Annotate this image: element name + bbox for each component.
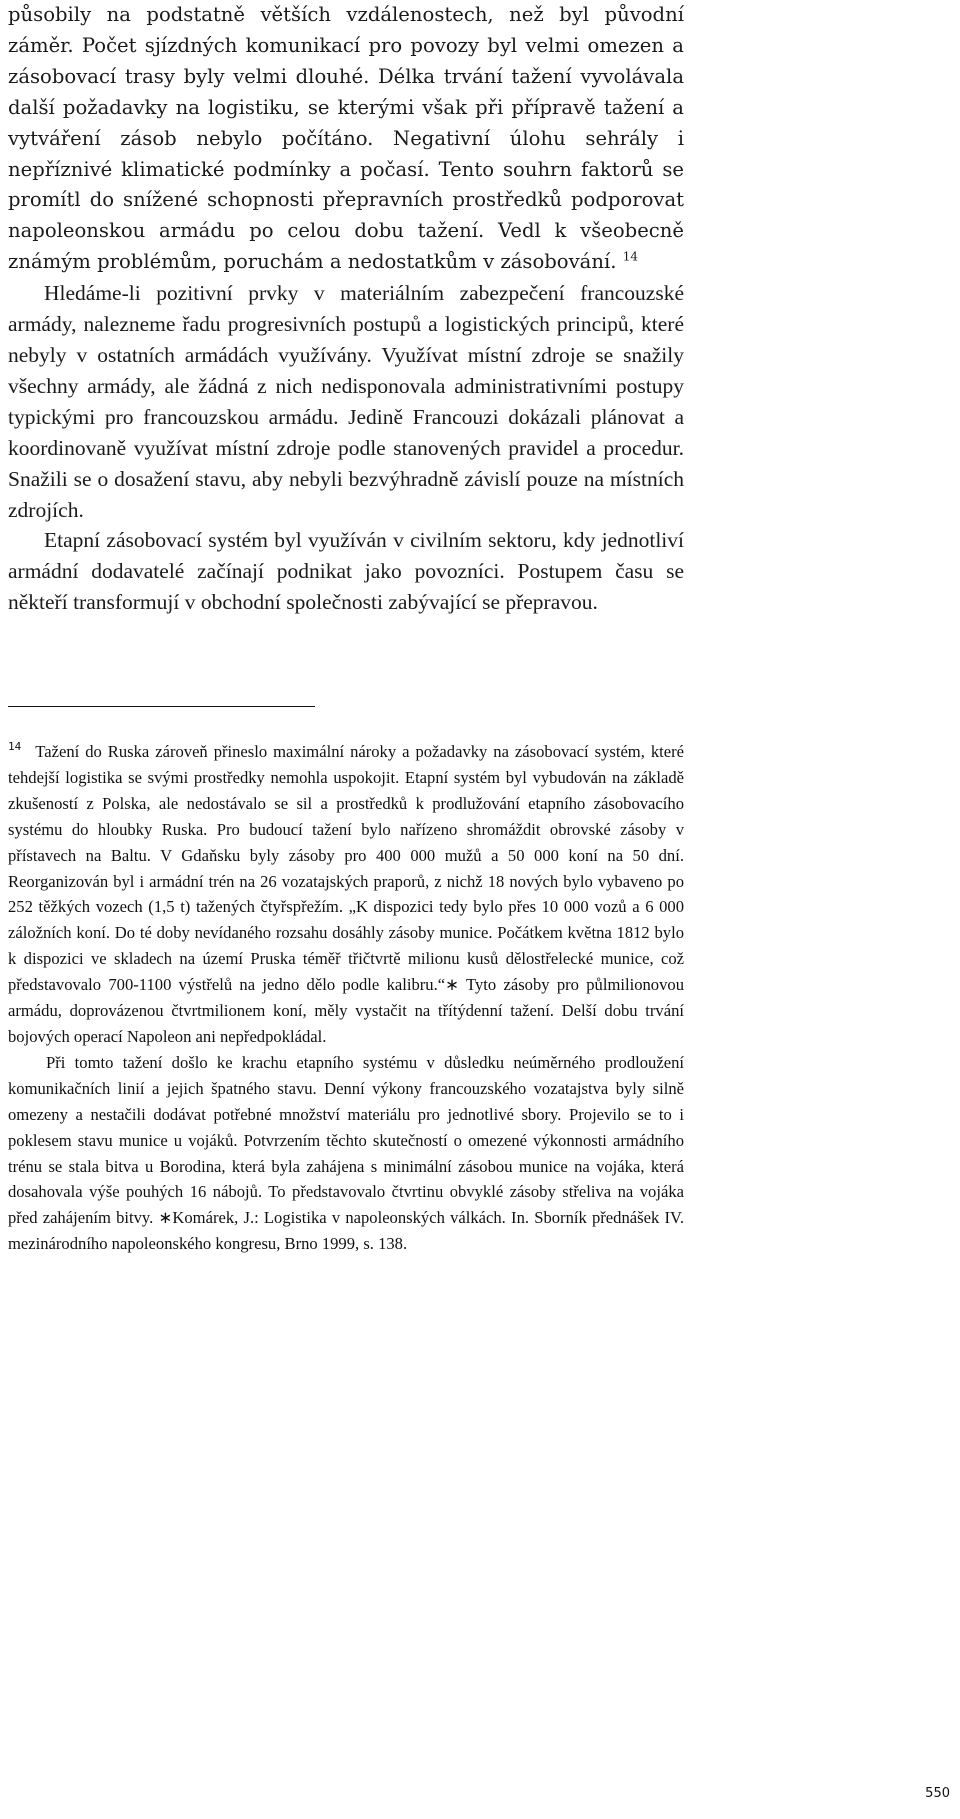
paragraph-1 — [8, 0, 684, 278]
footnote — [8, 739, 684, 1257]
footnote-separator — [8, 706, 315, 707]
footnote-paragraph-1-text: Tažení do Ruska zároveň přineslo maximální nároky a požadavky na zásobovací systém, které tehdejší logistika se svými prostředky nemohla uspokojit. Etapní systém byl vybudován na základě zkušeností z Polska, ale nedostávalo se sil a prostředků k prodlužování etapního zásobovacího systému do hloubky Ruska. Pro budoucí tažení bylo nařízeno shromáždit obrovské zásoby v přístavech na Baltu. V Gdaňsku byly zásoby pro 400 000 mužů a 50 000 koní na 50 dní. Reorganizován byl i armádní trén na 26 vozatajských praporů, z nichž 18 nových bylo vybaveno po 252 těžkých vozech (1,5 t) tažených čtyřspřežím. „K dispozici tedy bylo přes 10 000 vozů a 6 000 záložních koní. Do té doby nevídaného rozsahu dosáhly zásoby munice. Počátkem května 1812 bylo k dispozici ve skladech na území Pruska téměř třičtvrtě milionu kusů dělostřelecké munice, což představovalo 700-1100 výstřelů na jedno dělo podle kalibru.“∗ Tyto zásoby pro půlmilionovou armádu, doprovázenou čtvrtmilionem koní, měly vystačit na třítýdenní tažení. Delší dobu trvání bojových operací Napoleon ani nepředpokládal. — [8, 742, 684, 1046]
main-text — [8, 0, 684, 618]
footnote-mark: 14 — [8, 740, 22, 754]
paragraph-2: Hledáme-li pozitivní prvky v materiálním zabezpečení francouzské armády, nalezneme řadu progresivních postupů a logistických principů, které nebyly v ostatních armádách využívány. Využívat místní zdroje se snažily všechny armády, ale žádná z nich nedisponovala administrativními postupy typickými pro francouzskou armádu. Jedině Francouzi dokázali plánovat a koordinovaně využívat místní zdroje podle stanovených pravidel a procedur. Snažili se o dosažení stavu, aby nebyli bezvýhradně závislí pouze na místních zdrojích. — [8, 281, 684, 522]
page-number: 550 — [925, 1786, 950, 1801]
paragraph-1-text: působily na podstatně větších vzdálenostech, než byl původní záměr. Počet sjízdných komunikací pro povozy byl velmi omezen a zásobovací trasy byly velmi dlouhé. Délka trvání tažení vyvolávala další požadavky na logistiku, se kterými však při přípravě tažení a vytváření zásob nebylo počítáno. Negativní úlohu sehrály i nepříznivé klimatické podmínky a počasí. Tento souhrn faktorů se promítl do snížené schopnosti přepravních prostředků podporovat napoleonskou armádu po celou dobu tažení. Vedl k všeobecně známým problémům, poruchám a nedostatkům v zásobování. — [8, 3, 684, 274]
footnote-reference: 14 — [622, 249, 638, 264]
footnote-paragraph-1 — [8, 739, 684, 1050]
footnote-paragraph-2: Při tomto tažení došlo ke krachu etapního systému v důsledku neúměrného prodloužení komunikačních linií a jejich špatného stavu. Denní výkony francouzského vozatajstva byly silně omezeny a nestačili dodávat potřebné množství materiálu pro jednotlivé sbory. Projevilo se to i poklesem stavu munice u vojáků. Potvrzením těchto skutečností o omezené výkonnosti armádního trénu se stala bitva u Borodina, která byla zahájena s minimální zásobou munice na vojáka, která dosahovala výše pouhých 16 nábojů. To představovalo čtvrtinu obvyklé zásoby střeliva na vojáka před zahájením bitvy. ∗Komárek, J.: Logistika v napoleonských válkách. In. Sborník přednášek IV. mezinárodního napoleonského kongresu, Brno 1999, s. 138. — [8, 1052, 684, 1254]
paragraph-3: Etapní zásobovací systém byl využíván v civilním sektoru, kdy jednotliví armádní dodavatelé začínají podnikat jako povozníci. Postupem času se někteří transformují v obchodní společnosti zabývající se přepravou. — [8, 528, 684, 615]
